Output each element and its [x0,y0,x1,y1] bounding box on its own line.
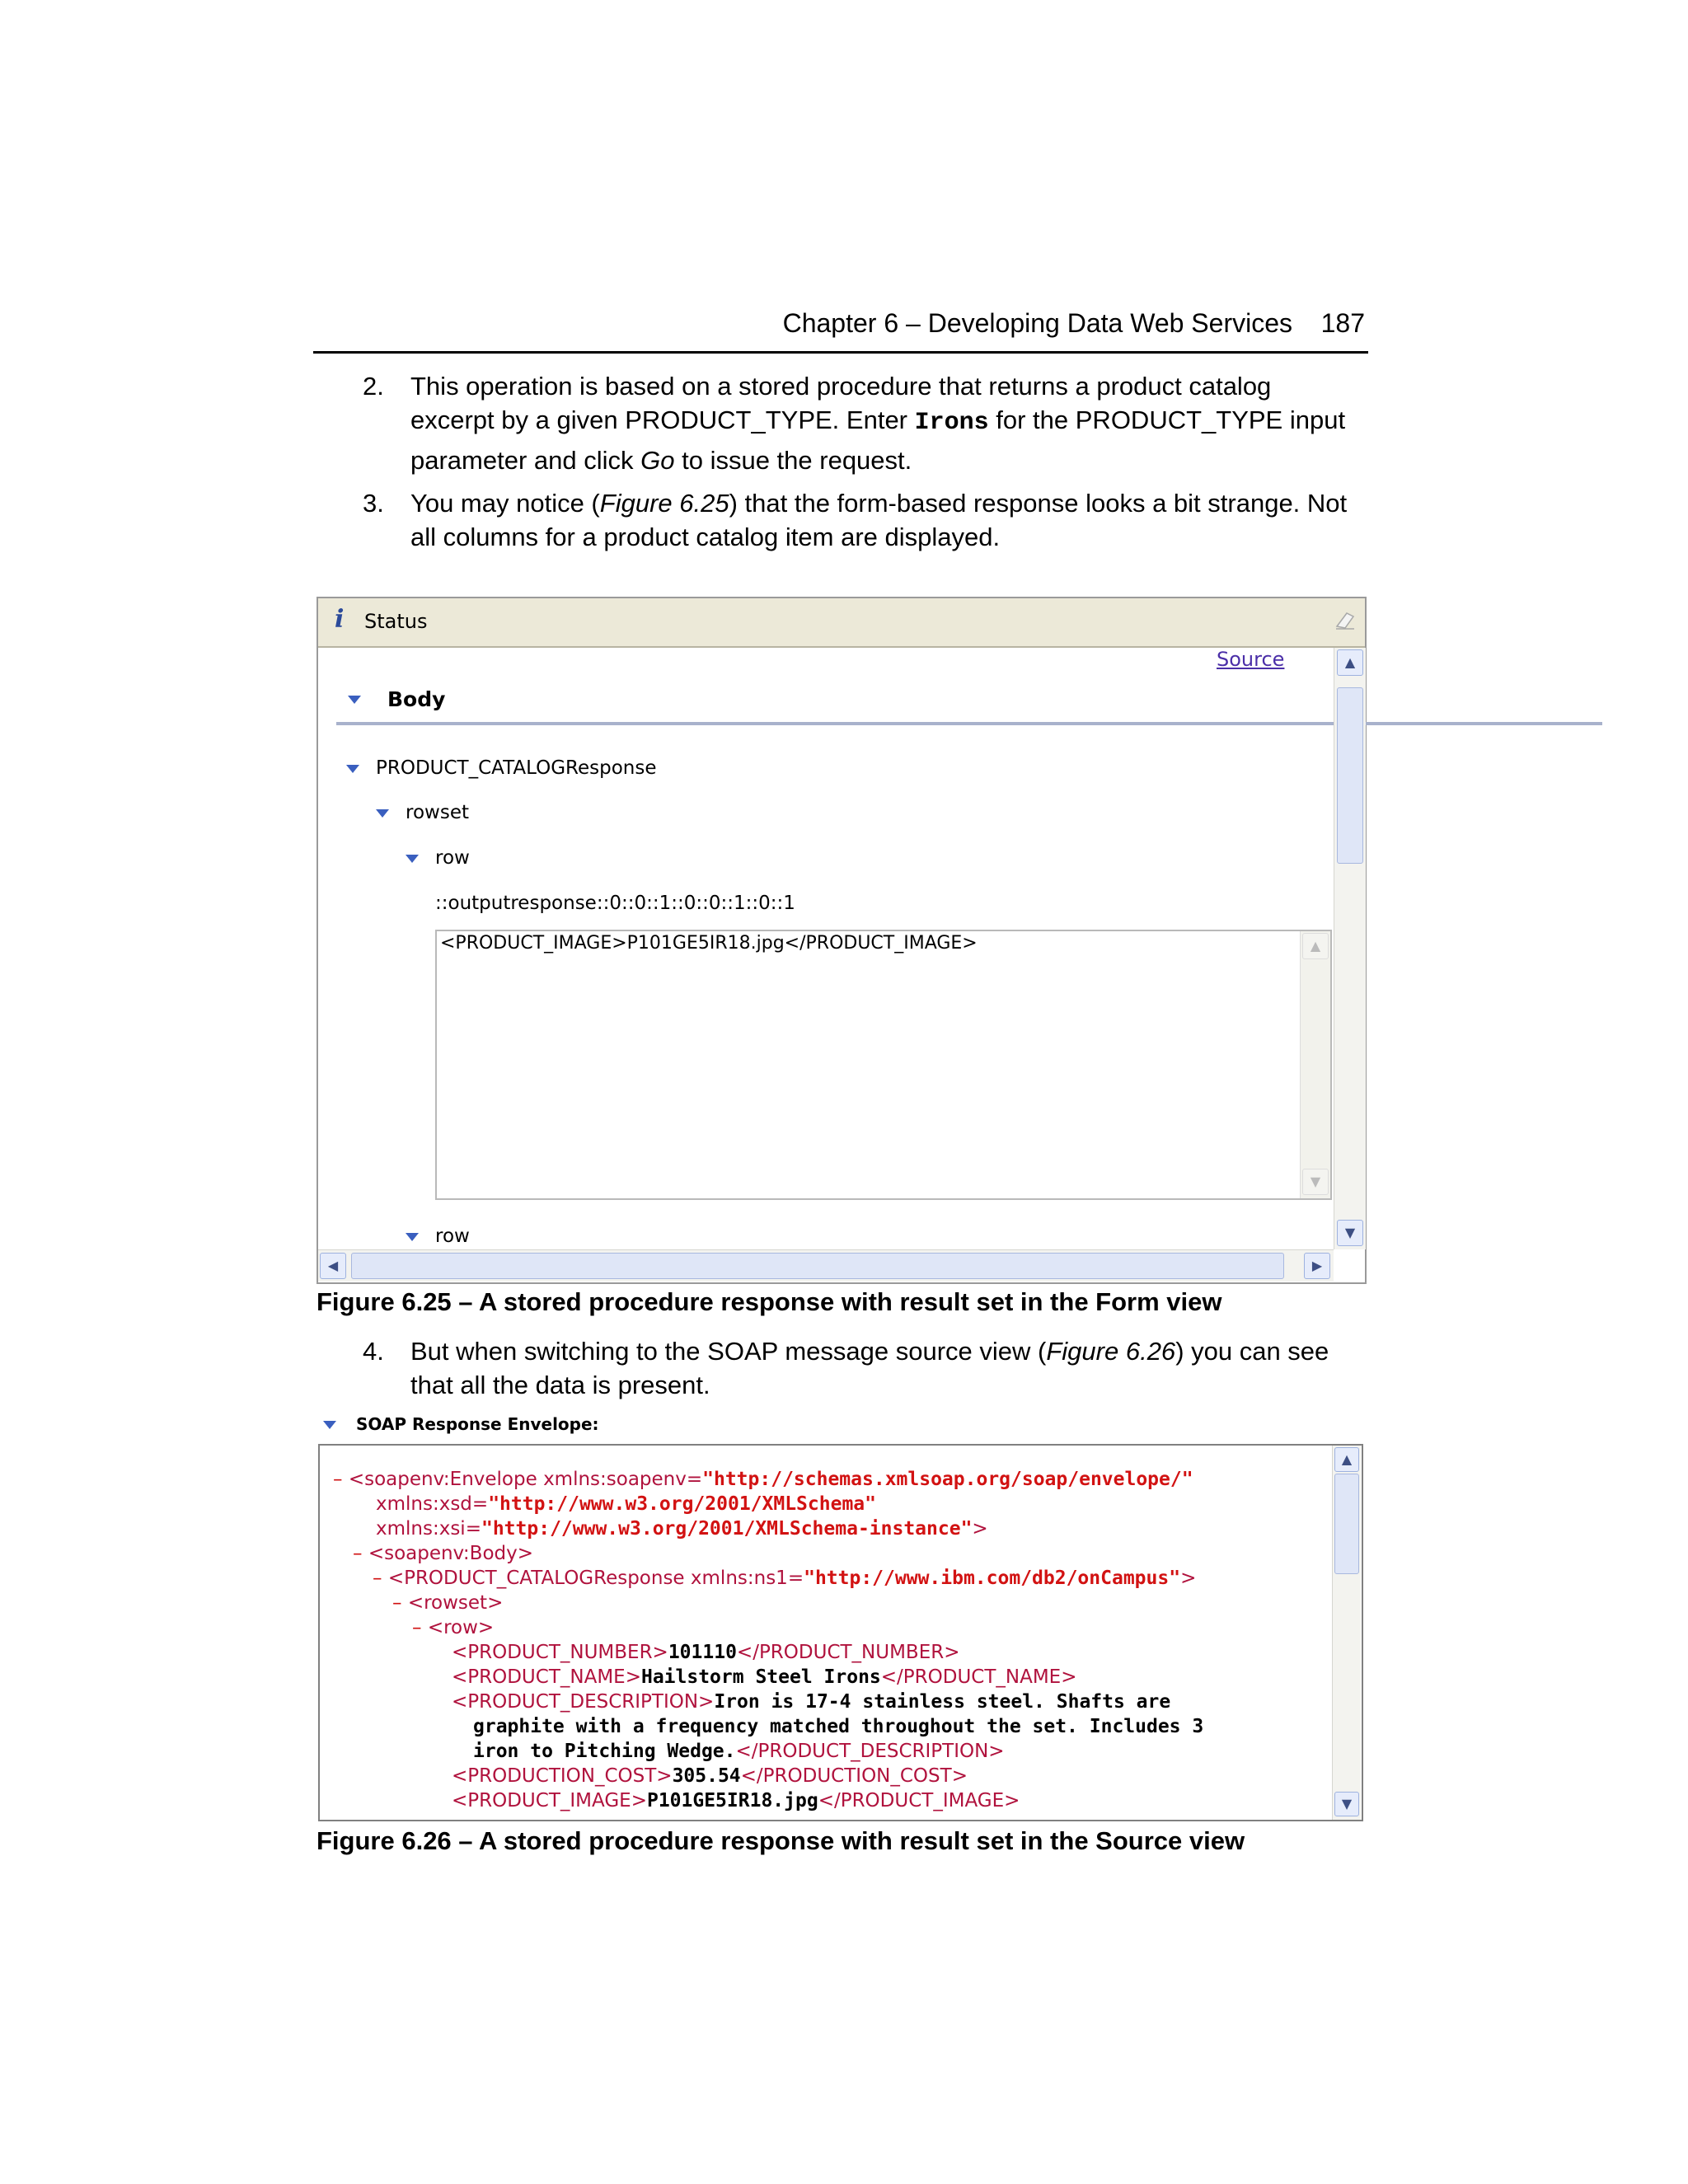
xml-value-text: <PRODUCT_IMAGE>P101GE5IR18.jpg</PRODUCT_IMAGE> [440,933,978,954]
xml-response-line: – <PRODUCT_CATALOGResponse xmlns:ns1="http://www.ibm.com/db2/onCampus"> [373,1568,1197,1589]
xml-product-description-3: iron to Pitching Wedge.</PRODUCT_DESCRIPTION> [473,1741,1005,1762]
body-divider [336,722,1602,725]
xml-body-line: – <soapenv:Body> [353,1543,533,1564]
collapse-body-icon[interactable] [348,696,361,704]
tree-rowset: rowset [406,802,469,823]
info-icon: i [335,605,345,634]
source-scroll-up-icon[interactable]: ▲ [1334,1447,1359,1472]
scroll-down-icon[interactable]: ▼ [1337,1220,1363,1246]
page-number: 187 [1320,308,1365,338]
scroll-thumb[interactable] [1337,687,1363,864]
source-view-window [318,1444,1363,1821]
code-irons: Irons [914,409,989,437]
horizontal-scrollbar[interactable] [318,1249,1334,1282]
step-number: 3. [363,489,384,518]
textarea-scroll-down-icon[interactable]: ▼ [1302,1169,1329,1195]
expand-rowset-icon[interactable] [376,809,389,818]
step-number: 4. [363,1337,384,1366]
expand-row2-icon[interactable] [406,1233,419,1241]
source-link[interactable]: Source [1217,648,1285,671]
chapter-title: Chapter 6 – Developing Data Web Services [782,308,1292,338]
status-label: Status [364,610,428,633]
step-text: You may notice (Figure 6.25) that the form-based response looks a bit strange. Not all columns for a product catalog item are displayed. [410,489,1348,551]
vertical-scrollbar[interactable] [1334,648,1366,1249]
step-3 [354,486,1376,555]
body-section-label: Body [387,687,446,711]
clear-icon[interactable] [1334,608,1357,631]
textarea-scroll-up-icon[interactable]: ▲ [1302,933,1329,959]
soap-envelope-header: SOAP Response Envelope: [356,1414,599,1434]
status-bar[interactable] [318,598,1365,648]
source-scroll-thumb[interactable] [1334,1474,1359,1574]
source-vertical-scrollbar[interactable] [1332,1446,1361,1820]
xml-rowset-line: – <rowset> [392,1592,504,1614]
scroll-up-icon[interactable]: ▲ [1337,649,1363,676]
collapse-envelope-icon[interactable] [323,1421,336,1429]
step-2 [354,369,1376,473]
textarea-scrollbar[interactable] [1300,931,1330,1198]
scroll-right-icon[interactable]: ▶ [1304,1253,1330,1279]
xml-product-cost: <PRODUCTION_COST>305.54</PRODUCTION_COST> [452,1765,968,1787]
expand-response-icon[interactable] [346,765,359,773]
page-header [313,305,1368,354]
step-text: But when switching to the SOAP message source view (Figure 6.26) you can see that all the data is present. [410,1337,1329,1399]
xml-envelope-line: – <soapenv:Envelope xmlns:soapenv="http://schemas.xmlsoap.org/soap/envelope/" [333,1469,1193,1490]
xml-product-image: <PRODUCT_IMAGE>P101GE5IR18.jpg</PRODUCT_IMAGE> [452,1790,1020,1811]
expand-row-icon[interactable] [406,855,419,863]
scroll-left-icon[interactable]: ◀ [320,1253,346,1279]
tree-row: row [435,847,470,869]
figure-6-26-caption: Figure 6.26 – A stored procedure response with result set in the Source view [316,1826,1245,1855]
xml-product-description: <PRODUCT_DESCRIPTION>Iron is 17-4 stainless steel. Shafts are [452,1691,1171,1713]
step-text: This operation is based on a stored procedure that returns a product catalog excerpt by a given PRODUCT_TYPE. Enter Irons for the PRODUCT_TYPE input parameter and click Go to issue the request. [410,372,1346,475]
xml-product-name: <PRODUCT_NAME>Hailstorm Steel Irons</PRODUCT_NAME> [452,1666,1077,1688]
source-scroll-down-icon[interactable]: ▼ [1334,1792,1359,1816]
tree-row-2: row [435,1226,470,1247]
xml-row-line: – <row> [412,1617,495,1638]
h-scroll-thumb[interactable] [351,1253,1284,1279]
figure-6-25-caption: Figure 6.25 – A stored procedure response with result set in the Form view [316,1287,1222,1316]
tree-response: PRODUCT_CATALOGResponse [376,757,657,779]
step-4 [354,1334,1376,1404]
xml-xsd-line: xmlns:xsd="http://www.w3.org/2001/XMLSchema" [376,1493,876,1515]
xml-product-number: <PRODUCT_NUMBER>101110</PRODUCT_NUMBER> [452,1642,960,1663]
output-response-path: ::outputresponse::0::0::1::0::0::1::0::1 [435,893,795,914]
xml-xsi-line: xmlns:xsi="http://www.w3.org/2001/XMLSchema-instance"> [376,1518,988,1540]
xml-value-textarea[interactable] [435,930,1332,1200]
form-view-window [316,597,1367,1284]
step-number: 2. [363,372,384,401]
xml-product-description-2: graphite with a frequency matched throughout the set. Includes 3 [473,1716,1204,1737]
